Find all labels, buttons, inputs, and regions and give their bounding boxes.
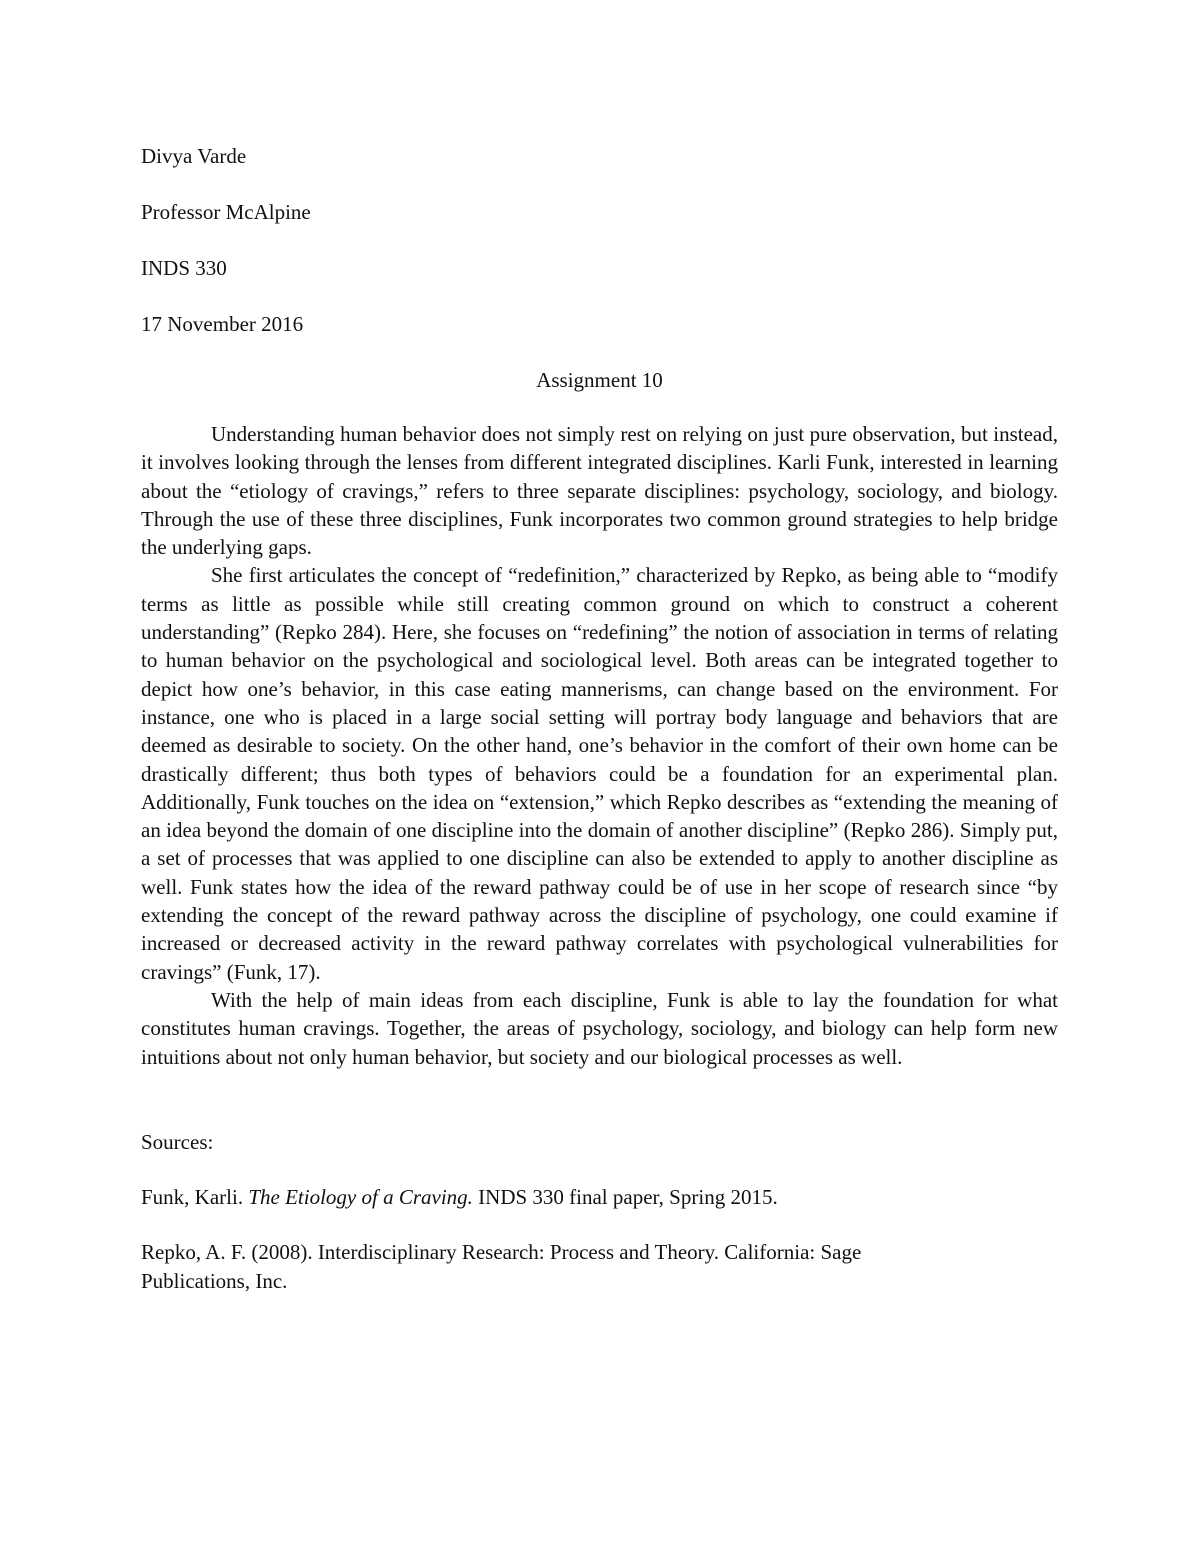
author-name: Divya Varde <box>141 144 247 168</box>
sources-section <box>141 1128 1058 1295</box>
assignment-title: Assignment 10 <box>536 368 663 392</box>
submission-date: 17 November 2016 <box>141 312 304 336</box>
instructor-name: Professor McAlpine <box>141 200 311 224</box>
paragraph-1: Understanding human behavior does not simply rest on relying on just pure observation, but instead, it involves looking through the lenses from different integrated disciplines. Karli Funk, interested in learning about the “etiology of cravings,” refers to three separate disciplines: psychology, sociology, and biology. Through the use of these three disciplines, Funk incorporates two common ground strategies to help bridge the underlying gaps. <box>141 422 1058 560</box>
reference-repko: Repko, A. F. (2008). Interdisciplinary Research: Process and Theory. California: Sage Publications, Inc. <box>141 1240 862 1293</box>
paragraph-3: With the help of main ideas from each discipline, Funk is able to lay the foundation for what constitutes human cravings. Together, the areas of psychology, sociology, and biology can help form new intuitions about not only human behavior, but society and our biological processes as well. <box>141 987 1058 1069</box>
document-content <box>141 142 1058 1322</box>
reference-funk-author: Funk, Karli. <box>141 1185 249 1210</box>
reference-funk <box>141 1183 1058 1211</box>
reference-funk-details: INDS 330 final paper, Spring 2015. <box>472 1185 778 1210</box>
body-text <box>141 420 1058 1071</box>
paragraph-2: She first articulates the concept of “redefinition,” characterized by Repko, as being able to “modify terms as little as possible while still creating common ground on which to construct a coherent understanding” (Repko 284). Here, she focuses on “redefining” the notion of association in terms of relating to human behavior on the psychological and sociological level. Both areas can be integrated together to depict how one’s behavior, in this case eating mannerisms, can change based on the environment. For instance, one who is placed in a large social setting will portray body language and behaviors that are deemed as desirable to society. On the other hand, one’s behavior in the comfort of their own home can be drastically different; thus both types of behaviors could be a foundation for an experimental plan. Additionally, Funk touches on the idea on “extension,” which Repko describes as “extending the meaning of an idea beyond the domain of one discipline into the domain of another discipline” (Repko 286). Simply put, a set of processes that was applied to one discipline can also be extended to apply to another discipline as well. Funk states how the idea of the reward pathway could be of use in her scope of research since “by extending the concept of the reward pathway across the discipline of psychology, one could examine if increased or decreased activity in the reward pathway correlates with psychological vulnerabilities for cravings” (Funk, 17). <box>141 563 1058 984</box>
course-code: INDS 330 <box>141 256 227 280</box>
reference-funk-title: The Etiology of a Craving. <box>248 1185 473 1210</box>
sources-heading: Sources: <box>141 1129 214 1154</box>
